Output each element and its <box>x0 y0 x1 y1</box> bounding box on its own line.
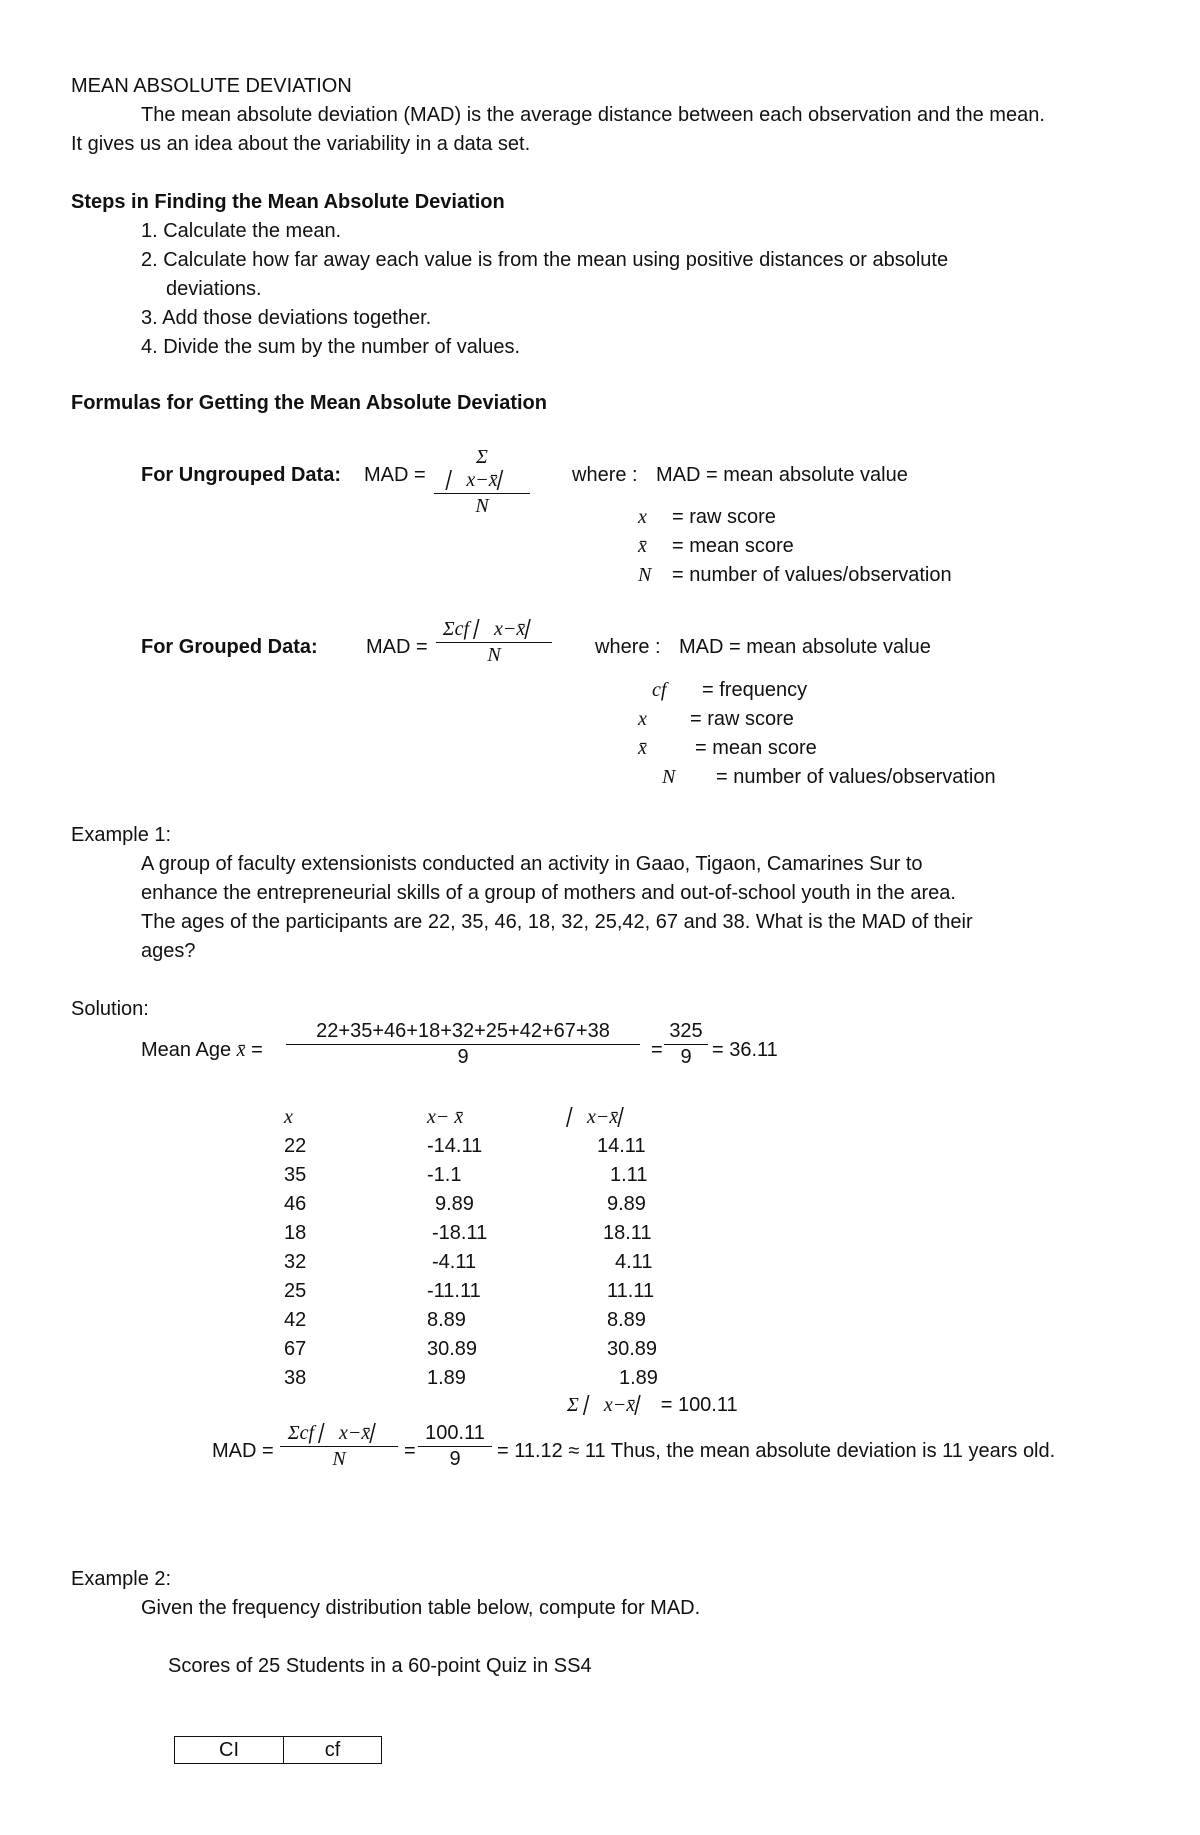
ungrouped-label: For Ungrouped Data: <box>141 464 341 486</box>
mad-value-numerator: 100.11 <box>418 1422 492 1447</box>
mean-sum-numerator: 22+35+46+18+32+25+42+67+38 <box>286 1020 640 1045</box>
def-symbol: cf <box>652 679 667 701</box>
table-col-x <box>284 1103 306 1393</box>
table-cell: 67 <box>284 1338 307 1360</box>
def-symbol: N <box>638 564 652 586</box>
table-cell: 9.89 <box>607 1193 646 1215</box>
table-cell: 30.89 <box>607 1338 658 1360</box>
table-cell: 42 <box>284 1309 307 1331</box>
def-symbol: x̄ <box>638 535 647 557</box>
def-text: = raw score <box>690 708 794 730</box>
mad-formula-numerator: Σcf ⎸x−x̄⎸ <box>280 1422 398 1447</box>
grouped-def-mad <box>679 635 931 659</box>
mad-formula-fraction <box>280 1422 398 1471</box>
header-x: x <box>284 1106 293 1128</box>
table-cell: 9.89 <box>435 1193 474 1215</box>
mean-age-label <box>141 1038 263 1062</box>
def-text: = raw score <box>672 506 776 528</box>
table-cell: 8.89 <box>427 1309 466 1331</box>
ungrouped-def-mean <box>638 534 794 558</box>
sum-expression: Σ ⎸x−x̄⎸ <box>567 1394 656 1416</box>
grouped-def-mean <box>638 736 817 760</box>
table-header-row <box>175 1737 382 1764</box>
step-4: 4. Divide the sum by the number of values. <box>141 336 521 358</box>
example1-problem-line-1: A group of faculty extensionists conducted an activity in Gaao, Tigaon, Camarines Sur to <box>141 853 923 875</box>
table-cell: 11.11 <box>607 1280 655 1302</box>
def-symbol: x <box>638 506 647 528</box>
table-cell: -1.1 <box>427 1164 462 1186</box>
ungrouped-mad-lhs: MAD = <box>364 464 426 486</box>
mean-symbol: x̄ <box>236 1039 246 1061</box>
equals-sign: = <box>251 1039 263 1061</box>
def-text: = mean score <box>672 535 794 557</box>
ungrouped-denominator: N <box>475 495 489 517</box>
mad-lhs: MAD = <box>212 1440 274 1462</box>
table-cell: 25 <box>284 1280 307 1302</box>
steps-heading: Steps in Finding the Mean Absolute Deviation <box>71 191 505 213</box>
table-cell: 18 <box>284 1222 307 1244</box>
table-cell: 1.89 <box>427 1367 466 1389</box>
step-2-continued: deviations. <box>166 278 262 300</box>
intro-line-2: It gives us an idea about the variability in a data set. <box>71 133 531 155</box>
header-cf: cf <box>284 1737 382 1764</box>
grouped-numerator: Σcf ⎸x−x̄⎸ <box>436 618 552 643</box>
table-cell: 14.11 <box>597 1135 646 1157</box>
table-cell: -18.11 <box>432 1222 488 1244</box>
table-col-absolute-deviation <box>567 1103 697 1393</box>
mean-sum-fraction <box>286 1020 640 1069</box>
def-symbol: x̄ <box>638 737 647 759</box>
table-cell: 1.89 <box>619 1367 658 1389</box>
table-cell: 32 <box>284 1251 307 1273</box>
example2-label: Example 2: <box>71 1568 172 1590</box>
mad-result: = 11.12 ≈ 11 Thus, the mean absolute deviation is 11 years old. <box>497 1440 1056 1462</box>
mad-value-fraction <box>418 1422 492 1471</box>
example2-problem: Given the frequency distribution table below, compute for MAD. <box>141 1597 701 1619</box>
mean-total-numerator: 325 <box>664 1020 708 1045</box>
table-cell: -11.11 <box>427 1280 481 1302</box>
grouped-mad-lhs: MAD = <box>366 636 428 658</box>
table-cell: 8.89 <box>607 1309 646 1331</box>
ungrouped-numerator: Σ ⎸x−x̄⎸ <box>434 446 530 494</box>
intro-line-1: The mean absolute deviation (MAD) is the average distance between each observation and the mean. <box>141 104 1045 126</box>
ungrouped-def-x <box>638 505 776 529</box>
table-col-deviation <box>427 1103 487 1393</box>
mad-formula-denominator: N <box>332 1448 346 1470</box>
example1-problem-line-3: The ages of the participants are 22, 35, 46, 18, 32, 25,42, 67 and 38. What is the MAD of their <box>141 911 973 933</box>
ungrouped-def-n <box>638 563 952 587</box>
def-symbol: x <box>638 708 647 730</box>
sum-row <box>567 1393 738 1417</box>
grouped-def-x <box>638 707 794 731</box>
table-cell: 35 <box>284 1164 307 1186</box>
page-title: MEAN ABSOLUTE DEVIATION <box>71 75 352 97</box>
sum-value: = 100.11 <box>660 1394 738 1416</box>
def-text: = frequency <box>702 679 808 701</box>
formulas-heading: Formulas for Getting the Mean Absolute Deviation <box>71 392 547 414</box>
table-cell: -4.11 <box>432 1251 477 1273</box>
table-cell: 22 <box>284 1135 307 1157</box>
ungrouped-fraction <box>434 446 530 518</box>
ungrouped-where: where : <box>572 464 638 486</box>
mean-total-denominator: 9 <box>680 1046 692 1068</box>
table-cell: 1.11 <box>610 1164 648 1186</box>
ungrouped-def-mad <box>656 463 908 487</box>
def-text: = mean score <box>695 737 817 759</box>
solution-label: Solution: <box>71 998 149 1020</box>
frequency-table <box>174 1736 382 1764</box>
table-cell: -14.11 <box>427 1135 483 1157</box>
def-text: = number of values/observation <box>672 564 952 586</box>
grouped-def-cf <box>652 678 807 702</box>
def-text: = mean absolute value <box>706 464 908 486</box>
table-cell: 30.89 <box>427 1338 478 1360</box>
mean-equals-sign: = <box>651 1039 663 1061</box>
header-deviation: x− x̄ <box>427 1106 464 1128</box>
mad-value-denominator: 9 <box>449 1448 461 1470</box>
header-ci: CI <box>175 1737 284 1764</box>
mean-age-text: Mean Age <box>141 1039 232 1061</box>
grouped-where: where : <box>595 636 661 658</box>
def-text: = mean absolute value <box>729 636 931 658</box>
example1-problem-line-2: enhance the entrepreneurial skills of a group of mothers and out-of-school youth in the area. <box>141 882 956 904</box>
grouped-def-n <box>662 765 996 789</box>
def-symbol: N <box>662 766 676 788</box>
step-1: 1. Calculate the mean. <box>141 220 342 242</box>
table-cell: 38 <box>284 1367 307 1389</box>
example1-problem-line-4: ages? <box>141 940 196 962</box>
mean-sum-denominator: 9 <box>457 1046 469 1068</box>
mean-total-fraction <box>664 1020 708 1069</box>
example2-table-title: Scores of 25 Students in a 60-point Quiz in SS4 <box>168 1655 592 1677</box>
grouped-denominator: N <box>487 644 501 666</box>
mad-equals-sign: = <box>404 1440 416 1462</box>
header-absolute-deviation: ⎸x−x̄⎸ <box>567 1106 639 1128</box>
step-3: 3. Add those deviations together. <box>141 307 432 329</box>
table-cell: 18.11 <box>603 1222 652 1244</box>
table-cell: 4.11 <box>615 1251 653 1273</box>
def-symbol: MAD <box>656 464 701 486</box>
grouped-label: For Grouped Data: <box>141 636 318 658</box>
example1-label: Example 1: <box>71 824 172 846</box>
def-symbol: MAD <box>679 636 724 658</box>
table-cell: 46 <box>284 1193 307 1215</box>
def-text: = number of values/observation <box>716 766 996 788</box>
step-2: 2. Calculate how far away each value is from the mean using positive distances or absolute <box>141 249 949 271</box>
mean-result: = 36.11 <box>712 1039 778 1061</box>
grouped-fraction <box>436 618 552 667</box>
